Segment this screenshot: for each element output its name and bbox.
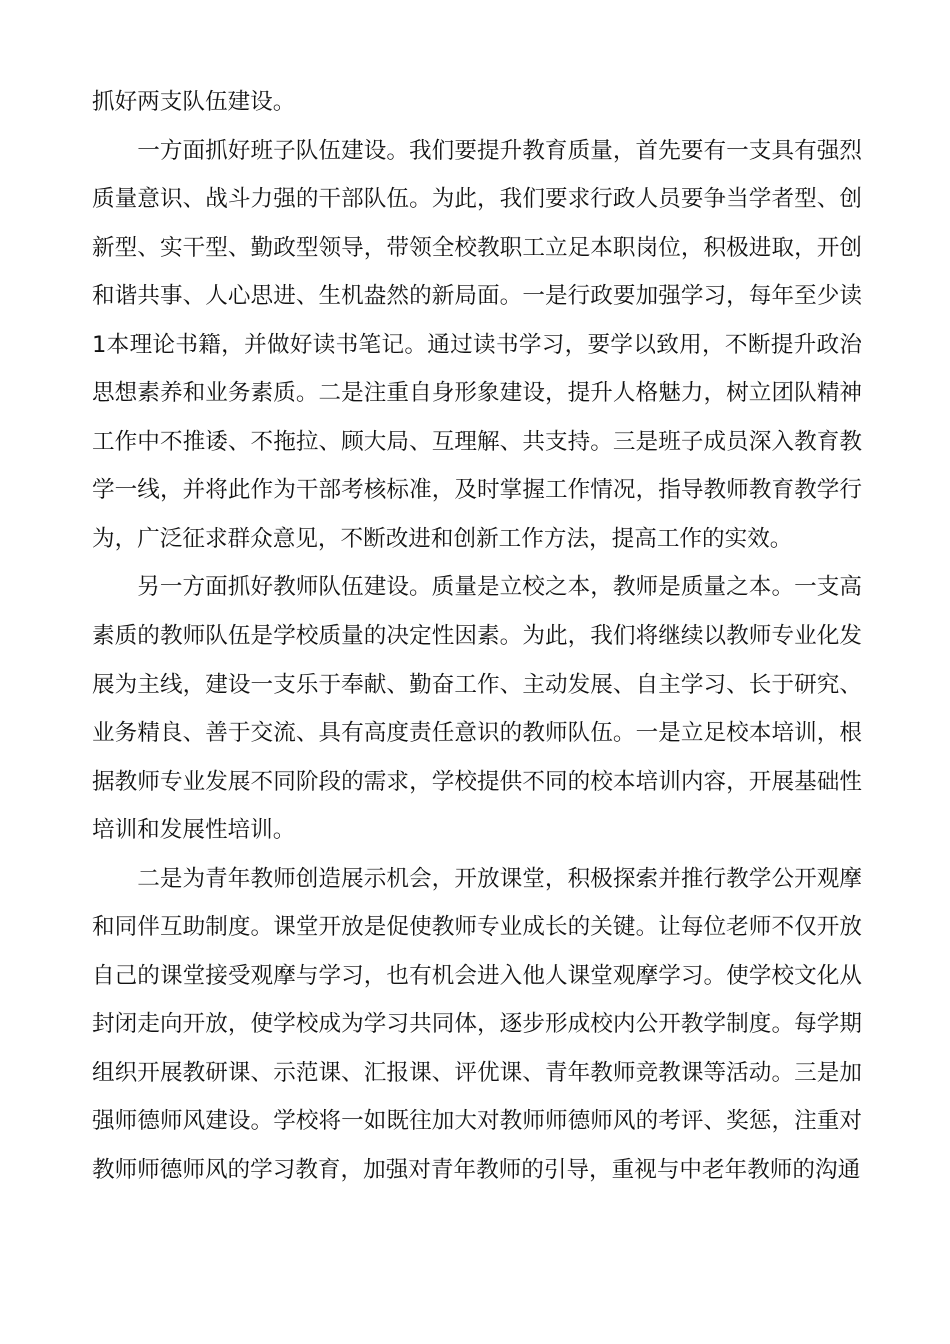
paragraph-1: 抓好两支队伍建设。	[92, 89, 296, 115]
document-body	[92, 78, 862, 1195]
paragraph-4: 二是为青年教师创造展示机会，开放课堂，积极探索并推行教学公开观摩和同伴互助制度。课堂开放是促使教师专业成长的关键。让每位老师不仅开放自己的课堂接受观摩与学习，也有机会进入他人课堂观摩学习。使学校文化从封闭走向开放，使学校成为学习共同体，逐步形成校内公开教学制度。每学期组织开展教研课、示范课、汇报课、评优课、青年教师竞教课等活动。三是加强师德师风建设。学校将一如既往加大对教师师德师风的考评、奖惩，注重对教师师德师风的学习教育，加强对青年教师的引导，重视与中老年教师的沟通	[92, 865, 862, 1184]
paragraph-3: 另一方面抓好教师队伍建设。质量是立校之本，教师是质量之本。一支高素质的教师队伍是学校质量的决定性因素。为此，我们将继续以教师专业化发展为主线，建设一支乐于奉献、勤奋工作、主动发展、自主学习、长于研究、业务精良、善于交流、具有高度责任意识的教师队伍。一是立足校本培训，根据教师专业发展不同阶段的需求，学校提供不同的校本培训内容，开展基础性培训和发展性培训。	[92, 574, 862, 844]
paragraph-2: 一方面抓好班子队伍建设。我们要提升教育质量，首先要有一支具有强烈质量意识、战斗力强的干部队伍。为此，我们要求行政人员要争当学者型、创新型、实干型、勤政型领导，带领全校教职工立足本职岗位，积极进取，开创和谐共事、人心思进、生机盎然的新局面。一是行政要加强学习，每年至少读1本理论书籍，并做好读书笔记。通过读书学习，要学以致用，不断提升政治思想素养和业务素质。二是注重自身形象建设，提升人格魅力，树立团队精神工作中不推诿、不拖拉、顾大局、互理解、共支持。三是班子成员深入教育教学一线，并将此作为干部考核标准，及时掌握工作情况，指导教师教育教学行为，广泛征求群众意见，不断改进和创新工作方法，提高工作的实效。	[92, 137, 862, 552]
